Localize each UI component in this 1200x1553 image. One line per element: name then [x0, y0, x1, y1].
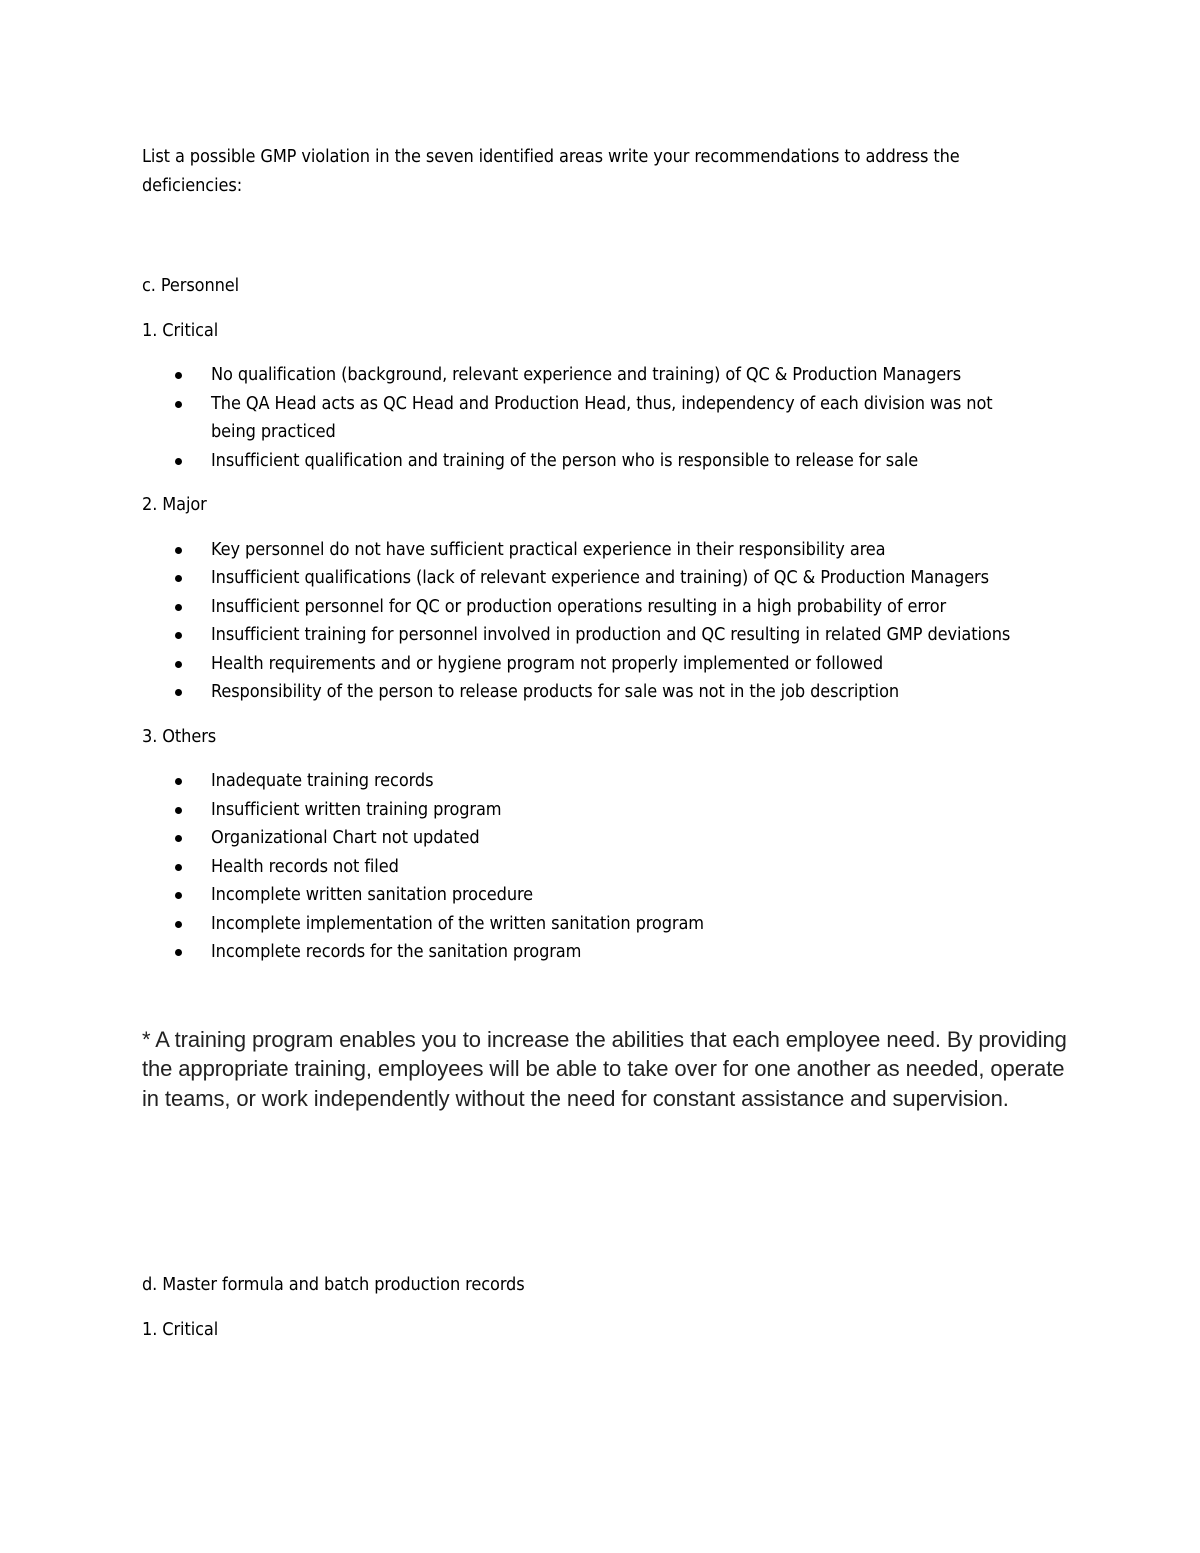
list-item [142, 390, 1031, 447]
list-item [142, 881, 1031, 910]
list-item-text: Key personnel do not have sufficient practical experience in their responsibility area [211, 538, 886, 560]
bullet-icon [175, 892, 182, 899]
list-item-text: No qualification (background, relevant experience and training) of QC & Production Managers [211, 364, 962, 385]
list-item-text: Insufficient written training program [211, 798, 502, 820]
bullet-icon [175, 547, 182, 554]
bullet-icon [175, 575, 182, 582]
list-item [142, 824, 1031, 853]
list-item [142, 910, 1031, 939]
list-item [142, 853, 1031, 882]
list-item-text: Insufficient training for personnel involved in production and QC resulting in related GMP deviations [211, 624, 1011, 645]
others-heading: 3. Others [142, 725, 217, 747]
list-item [142, 938, 1031, 967]
others-list [142, 767, 1062, 967]
major-heading: 2. Major [142, 494, 207, 515]
bullet-icon [175, 689, 182, 696]
major-list [142, 536, 1062, 707]
list-item-text: Incomplete implementation of the written sanitation program [211, 912, 704, 934]
list-item [142, 767, 1031, 796]
list-item [142, 361, 1031, 390]
intro-paragraph: List a possible GMP violation in the seven identified areas write your recommendations to address the deficiencies: [142, 146, 960, 196]
document-body [142, 143, 1067, 1360]
list-item-text: Health requirements and or hygiene program not properly implemented or followed [211, 652, 884, 674]
list-item [142, 564, 1031, 593]
list-item-text: Health records not filed [211, 855, 399, 877]
section-heading-personnel: c. Personnel [142, 275, 240, 296]
training-note: * A training program enables you to increase the abilities that each employee need. By providing the appropriate training, employees will be able to take over for one another as needed, operate in teams, or work independently without the need for constant assistance and supervision. [142, 1026, 1067, 1111]
bullet-icon [175, 401, 182, 408]
list-item-text: Incomplete records for the sanitation program [211, 941, 582, 962]
list-item-text: The QA Head acts as QC Head and Production Head, thus, independency of each division was not being practiced [211, 392, 993, 442]
list-item-text: Insufficient qualification and training of the person who is responsible to release for sale [211, 449, 919, 471]
bullet-icon [175, 835, 182, 842]
list-item [142, 650, 1031, 679]
list-item-text: Inadequate training records [211, 770, 434, 791]
bullet-icon [175, 372, 182, 379]
section-heading-master-formula: d. Master formula and batch production records [142, 1274, 525, 1295]
list-item [142, 796, 1031, 825]
list-item [142, 536, 1031, 565]
bullet-icon [175, 632, 182, 639]
bullet-icon [175, 458, 182, 465]
section-master-formula [142, 1271, 1062, 1344]
bullet-icon [175, 778, 182, 785]
bullet-icon [175, 949, 182, 956]
section-personnel [142, 272, 1067, 1113]
list-item [142, 621, 1031, 650]
bullet-icon [175, 604, 182, 611]
list-item [142, 678, 1031, 707]
list-item-text: Responsibility of the person to release products for sale was not in the job description [211, 681, 900, 702]
critical-heading: 1. Critical [142, 1318, 219, 1340]
bullet-icon [175, 921, 182, 928]
list-item-text: Insufficient qualifications (lack of relevant experience and training) of QC & Production Managers [211, 567, 989, 588]
critical-list [142, 361, 1062, 475]
list-item-text: Insufficient personnel for QC or production operations resulting in a high probability of error [211, 595, 947, 617]
list-item-text: Incomplete written sanitation procedure [211, 884, 534, 905]
list-item [142, 593, 1031, 622]
bullet-icon [175, 864, 182, 871]
list-item [142, 447, 1031, 476]
bullet-icon [175, 807, 182, 814]
critical-heading: 1. Critical [142, 319, 219, 341]
list-item-text: Organizational Chart not updated [211, 827, 480, 848]
bullet-icon [175, 661, 182, 668]
spacer [142, 1113, 1062, 1271]
